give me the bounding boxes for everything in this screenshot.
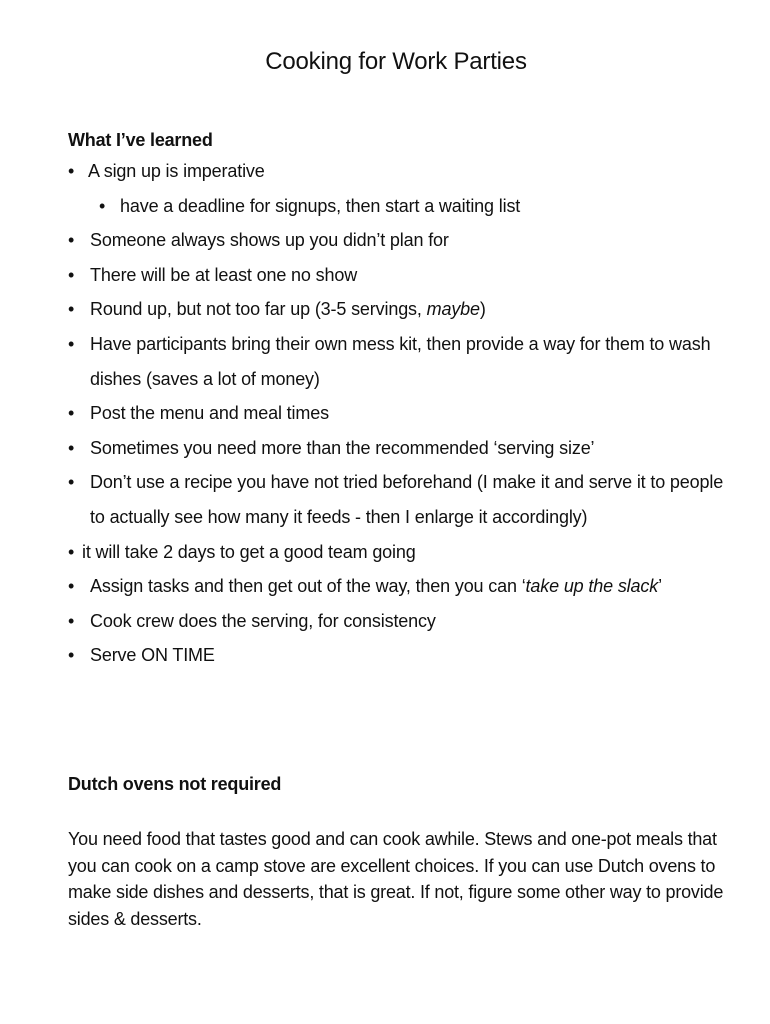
list-item-text: Don’t use a recipe you have not tried beforehand (I make it and serve it to people to actually see how many it feeds - then I enlarge it accordingly) [90, 472, 724, 527]
list-item-text: Have participants bring their own mess kit, then provide a way for them to wash dishes (saves a lot of money) [90, 333, 711, 389]
bullet-icon: • [68, 437, 75, 458]
list-item [68, 396, 728, 431]
list-item-text-pre: Round up, but not too far up (3-5 servings, [90, 299, 427, 320]
bullet-icon: • [68, 403, 75, 424]
list-item-text: Sometimes you need more than the recommended ‘serving size’ [90, 437, 595, 458]
list-item-text: Serve ON TIME [90, 645, 215, 666]
list-item [68, 327, 728, 396]
list-item-text: have a deadline for signups, then start a waiting list [120, 195, 521, 216]
list-item-text: Someone always shows up you didn’t plan for [90, 230, 449, 251]
list-item-text: Cook crew does the serving, for consistency [90, 610, 436, 631]
bullet-icon: • [68, 333, 75, 354]
bullet-icon: • [68, 645, 75, 666]
list-item [68, 535, 728, 570]
bullet-icon: • [68, 264, 75, 285]
page-title: Cooking for Work Parties [265, 48, 527, 75]
list-item-emphasis: maybe [426, 299, 480, 320]
list-item-text-post: ) [479, 299, 486, 320]
lessons-list [68, 154, 728, 673]
bullet-icon: • [68, 230, 75, 251]
bullet-icon: • [68, 161, 75, 181]
list-item-text-post: ’ [658, 576, 662, 597]
list-item [68, 465, 728, 534]
list-item-sub [68, 189, 728, 224]
list-item-text: it will take 2 days to get a good team going [82, 541, 416, 562]
section-heading-what-ive-learned: What I’ve learned [68, 130, 213, 150]
list-item [68, 258, 728, 293]
bullet-icon: • [68, 610, 75, 631]
bullet-icon: • [68, 299, 75, 320]
list-item [68, 604, 728, 639]
list-item-text: Post the menu and meal times [90, 403, 329, 424]
list-item-text: A sign up is imperative [88, 161, 265, 181]
list-item [68, 292, 728, 327]
bullet-icon: • [68, 576, 75, 597]
list-item [68, 431, 728, 466]
bullet-icon: • [68, 541, 75, 562]
list-item [68, 223, 728, 258]
bullet-icon: • [99, 195, 106, 216]
list-item [68, 569, 728, 604]
list-item-text-pre: Assign tasks and then get out of the way, then you can ‘ [90, 576, 526, 597]
list-item-text: There will be at least one no show [90, 264, 358, 285]
list-item [68, 154, 728, 189]
body-paragraph: You need food that tastes good and can cook awhile. Stews and one-pot meals that you can cook on a camp stove are excellent choices. If you can use Dutch ovens to make side dishes and desserts, that is great. If not, figure some other way to provide sides & desserts. [68, 829, 724, 929]
list-item [68, 638, 728, 673]
bullet-icon: • [68, 472, 75, 493]
section-heading-dutch-ovens: Dutch ovens not required [68, 774, 282, 794]
list-item-emphasis: take up the slack [525, 576, 659, 597]
